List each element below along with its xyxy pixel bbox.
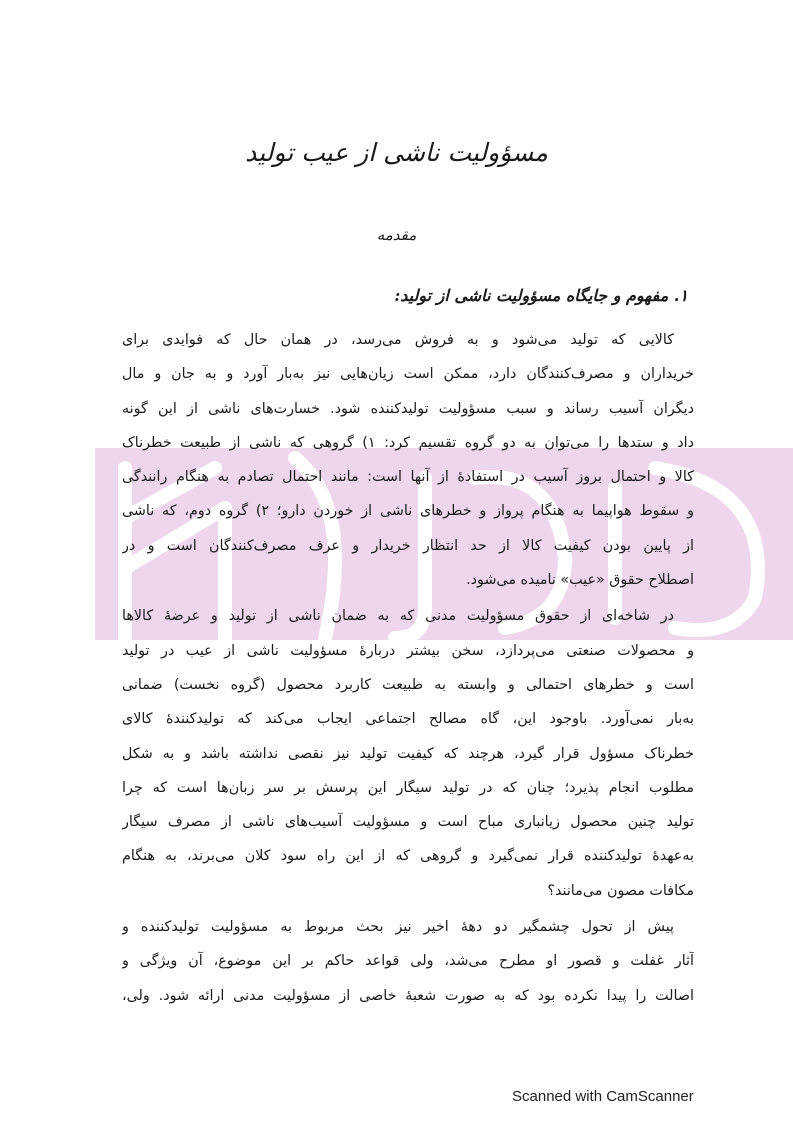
text-line: خریداران و مصرف‌کنندگان دارد، ممکن است زیان‌هایی نیز به‌بار آورد و به جان و مال <box>122 366 694 383</box>
text-line: داد و ستدها را می‌توان به دو گروه تقسیم کرد: ۱) گروهی که ناشی از طبیعت خطرناک <box>122 434 694 451</box>
text-line: و محصولات صنعتی می‌پردازد، سخن بیشتر دربارهٔ مسؤولیت ناشی از عیب در تولید <box>122 642 694 659</box>
text-line: به‌بار نمی‌آورد. باوجود این، گاه مصالح اجتماعی ایجاب می‌کند که تولیدکنندهٔ کالای <box>122 711 694 728</box>
paragraph <box>122 599 694 908</box>
text-line: اصطلاح حقوق «عیب» نامیده می‌شود. <box>466 572 694 589</box>
text-line: کالایی که تولید می‌شود و به فروش می‌رسد، در همان حال که فوایدی برای <box>122 332 674 348</box>
scanner-footer: Scanned with CamScanner <box>512 1088 694 1105</box>
text-line: در شاخه‌ای از حقوق مسؤولیت مدنی که به ضمان ناشی از تولید و عرضهٔ کالاها <box>122 608 674 625</box>
text-line: تولید چنین محصول زیانباری مباح است و مسؤولیت آسیب‌های ناشی از مصرف سیگار <box>122 814 694 831</box>
section-subtitle: مقدمه <box>376 226 417 244</box>
text-line: آثار غفلت و قصور او مطرح می‌شد، ولی قواعد حاکم بر این موضوع، آن ویژگی و <box>122 953 694 970</box>
text-line: کالا و احتمال بروز آسیب در استفادهٔ از آنها است: مانند احتمال تصادم به هنگام رانندگی <box>122 469 694 486</box>
text-line: پیش از تحول چشمگیر دو دههٔ اخیر نیز بحث مربوط به مسؤولیت تولیدکننده و <box>122 919 674 936</box>
text-line: مکافات مصون می‌مانند؟ <box>547 882 694 899</box>
text-line: و سقوط هواپیما به هنگام پرواز و خطرهای ناشی از خوردن دارو؛ ۲) گروه دوم، که ناشی <box>122 503 694 520</box>
text-line: خطرناک مسؤول قرار گیرد، هرچند که کیفیت تولید نیز نقصی نداشته باشد و به شکل <box>122 745 694 762</box>
paragraph <box>122 323 694 597</box>
section-heading: ۱. مفهوم و جایگاه مسؤولیت ناشی از تولید: <box>394 286 688 305</box>
text-line: مطلوب انجام پذیرد؛ چنان که در تولید سیگار این پرسش بر سر زبان‌ها است که چرا <box>122 779 694 796</box>
text-line: اصالت را پیدا نکرده بود که به صورت شعبهٔ خاصی از مسؤولیت مدنی ارائه شود. ولی، <box>122 987 694 1004</box>
page-title: مسؤولیت ناشی از عیب تولید <box>245 138 548 167</box>
body-text <box>122 323 694 1013</box>
paragraph <box>122 910 694 1013</box>
text-line: دیگران آسیب رساند و سبب مسؤولیت تولیدکننده شود. خسارت‌های ناشی از این گونه <box>122 400 694 417</box>
text-line: از پایین بودن کیفیت کالا از حد انتظار خریدار و عرف مصرف‌کنندگان است و در <box>122 537 694 554</box>
text-line: به‌عهدهٔ تولیدکننده قرار نمی‌گیرد و گروهی که از این راه سود کلان می‌برند، به هنگام <box>122 848 694 865</box>
text-line: است و خطرهای احتمالی و وابسته به طبیعت کاربرد محصول (گروه نخست) ضمانی <box>122 676 694 693</box>
